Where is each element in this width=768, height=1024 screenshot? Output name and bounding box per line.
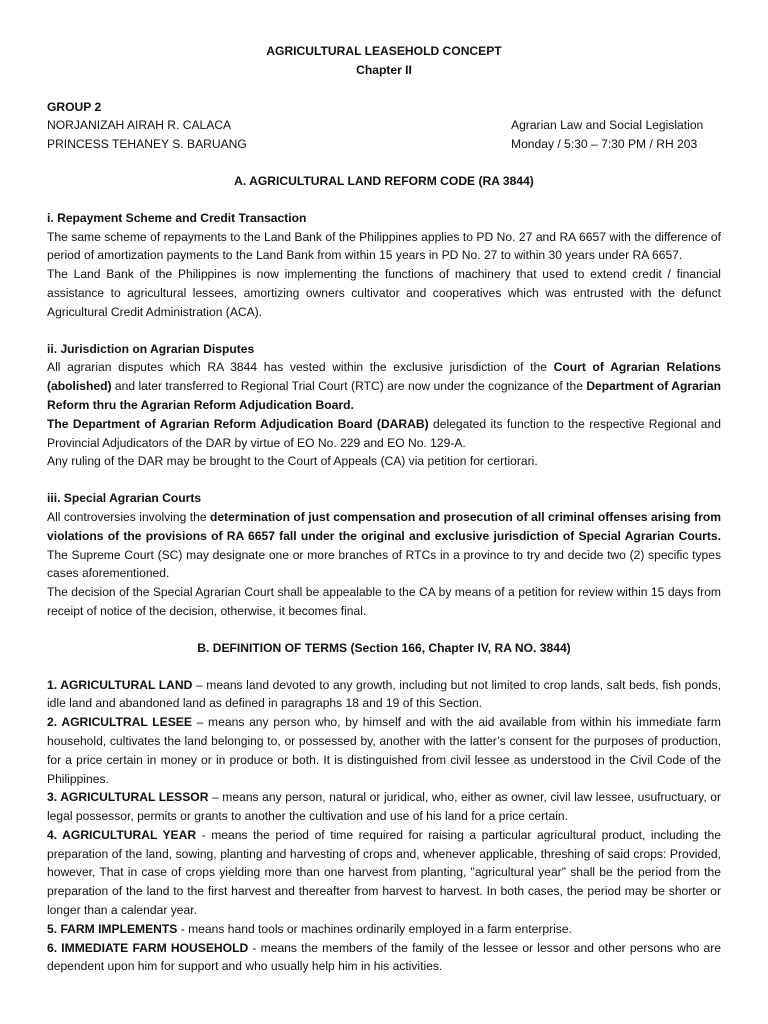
- definition-3: 3. AGRICULTURAL LESSOR – means any person, natural or juridical, who, either as owner, civil law lessee, usufructuary, or legal possessor, permits or grants to another the cultivation and use of his land for a price certain.: [47, 790, 721, 824]
- definition-1: 1. AGRICULTURAL LAND – means land devoted to any growth, including but not limited to crop lands, salt beds, fish ponds, idle land and abandoned land as defined in paragraphs 18 and 19 of this Section.: [47, 677, 721, 711]
- chapter-label: Chapter II: [356, 62, 412, 77]
- class-schedule: Monday / 5:30 – 7:30 PM / RH 203: [511, 137, 698, 152]
- group-label: GROUP 2: [47, 99, 102, 114]
- header-row-1: [47, 116, 721, 135]
- definition-2: 2. AGRICULTRAL LESEE – means any person who, by himself and with the aid available from within his immediate farm household, cultivates the land belonging to, or possessed by, another with the latter’s consent for the purposes of production, for a price certain in money or in produce or both. It is distinguished from civil lessee as understood in the Civil Code of the Philippines.: [47, 715, 721, 786]
- header-row-2: [47, 135, 721, 154]
- subsection-iii-heading: iii. Special Agrarian Courts: [47, 491, 202, 506]
- definition-4: 4. AGRICULTURAL YEAR - means the period of time required for raising a particular agricultural product, including the preparation of the land, sowing, planting and harvesting of crops and, whenever applicable, threshing of said crops: Provided, however, That in case of crops yielding more than one harvest from planting, "agricultural year" shall be the period from the preparation of the land to the first harvest and thereafter from harvest to harvest. In both cases, the period may be shorter or longer than a calendar year.: [47, 827, 721, 918]
- document-title: AGRICULTURAL LEASEHOLD CONCEPT: [266, 44, 502, 58]
- subsection-iii-paragraph-1: All controversies involving the determination of just compensation and prosecution of all criminal offenses arising from violations of the provisions of RA 6657 fall under the original and exclusive jurisdiction of Special Agrarian Courts. The Supreme Court (SC) may designate one or more branches of RTCs in a province to try and decide two (2) specific types cases aforementioned.: [47, 509, 721, 581]
- subsection-ii-paragraph-1: All agrarian disputes which RA 3844 has vested within the exclusive jurisdiction of the Court of Agrarian Relations (abolished) and later transferred to Regional Trial Court (RTC) are now under the cognizance of the Department of Agrarian Reform thru the Agrarian Reform Adjudication Board.: [47, 360, 721, 412]
- section-a-heading: A. AGRICULTURAL LAND REFORM CODE (RA 3844): [234, 173, 534, 188]
- subsection-ii-paragraph-2: The Department of Agrarian Reform Adjudication Board (DARAB) delegated its function to the respective Regional and Provincial Adjudicators of the DAR by virtue of EO No. 229 and EO No. 129-A.: [47, 416, 721, 450]
- member-2: PRINCESS TEHANEY S. BARUANG: [47, 137, 247, 152]
- member-1: NORJANIZAH AIRAH R. CALACA: [47, 118, 232, 133]
- section-b-heading: B. DEFINITION OF TERMS (Section 166, Chapter IV, RA NO. 3844): [197, 640, 571, 655]
- course-name: Agrarian Law and Social Legislation: [511, 118, 704, 133]
- definition-6: 6. IMMEDIATE FARM HOUSEHOLD - means the members of the family of the lessee or lessor and other persons who are dependent upon him for support and who usually help him in his activities.: [47, 940, 722, 974]
- subsection-i-paragraph-1: The same scheme of repayments to the Land Bank of the Philippines applies to PD No. 27 and RA 6657 with the difference of period of amortization payments to the Land Bank from within 15 years in PD No. 27 to within 30 years under RA 6657.: [47, 229, 721, 263]
- subsection-ii-paragraph-3: Any ruling of the DAR may be brought to the Court of Appeals (CA) via petition for certiorari.: [47, 454, 538, 469]
- subsection-iii-paragraph-2: The decision of the Special Agrarian Court shall be appealable to the CA by means of a petition for review within 15 days from receipt of notice of the decision, otherwise, it becomes final.: [47, 585, 721, 618]
- definitions-list: [47, 676, 721, 977]
- subsection-ii-heading: ii. Jurisdiction on Agrarian Disputes: [47, 341, 255, 356]
- subsection-i-paragraph-2: The Land Bank of the Philippines is now implementing the functions of machinery that used to extend credit / financial assistance to agricultural lessees, amortizing owners cultivator and cooperatives which was entrusted with the defunct Agricultural Credit Administration (ACA).: [47, 267, 721, 319]
- subsection-i-heading: i. Repayment Scheme and Credit Transaction: [47, 210, 307, 225]
- definition-5: 5. FARM IMPLEMENTS - means hand tools or machines ordinarily employed in a farm enterprise.: [47, 921, 572, 936]
